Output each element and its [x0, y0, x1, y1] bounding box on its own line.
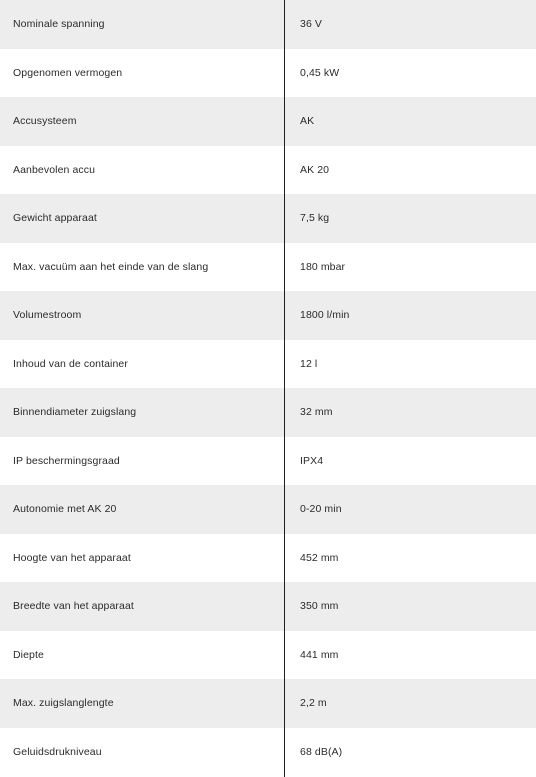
spec-row-weight: [0, 194, 536, 243]
spec-value: 2,2 m: [300, 697, 327, 710]
spec-label: Binnendiameter zuigslang: [13, 406, 137, 419]
spec-row-nominal-voltage: [0, 0, 536, 49]
spec-value: 36 V: [300, 18, 322, 31]
spec-row-power-input: [0, 49, 536, 98]
spec-value: AK 20: [300, 163, 330, 176]
spec-label: Autonomie met AK 20: [13, 503, 117, 516]
column-divider: [284, 0, 285, 777]
spec-value: 452 mm: [300, 551, 339, 564]
spec-row-hose-diameter: [0, 388, 536, 437]
spec-row-depth: [0, 631, 536, 680]
spec-row-max-hose-length: [0, 679, 536, 728]
spec-label: Accusysteem: [13, 115, 77, 128]
spec-row-height: [0, 534, 536, 583]
spec-row-battery-system: [0, 97, 536, 146]
spec-label: Gewicht apparaat: [13, 212, 97, 225]
spec-value: 441 mm: [300, 648, 339, 661]
spec-row-recommended-battery: [0, 146, 536, 195]
spec-label: IP beschermingsgraad: [13, 454, 120, 467]
spec-value: 68 dB(A): [300, 745, 343, 758]
spec-label: Aanbevolen accu: [13, 163, 96, 176]
spec-row-volume-flow: [0, 291, 536, 340]
spec-label: Breedte van het apparaat: [13, 600, 134, 613]
spec-label: Inhoud van de container: [13, 357, 128, 370]
spec-label: Opgenomen vermogen: [13, 66, 123, 79]
spec-label: Diepte: [13, 648, 44, 661]
spec-label: Volumestroom: [13, 309, 82, 322]
spec-value: 32 mm: [300, 406, 333, 419]
spec-row-width: [0, 582, 536, 631]
spec-value: AK: [300, 115, 315, 128]
spec-row-max-vacuum: [0, 243, 536, 292]
spec-value: 0-20 min: [300, 503, 342, 516]
spec-label: Max. vacuüm aan het einde van de slang: [13, 260, 209, 273]
spec-row-container-capacity: [0, 340, 536, 389]
spec-value: 0,45 kW: [300, 66, 340, 79]
spec-value: 7,5 kg: [300, 212, 330, 225]
spec-value: IPX4: [300, 454, 324, 467]
spec-value: 12 l: [300, 357, 318, 370]
spec-row-ip-rating: [0, 437, 536, 486]
spec-value: 350 mm: [300, 600, 339, 613]
spec-label: Max. zuigslanglengte: [13, 697, 114, 710]
spec-row-sound-pressure: [0, 728, 536, 777]
spec-label: Geluidsdrukniveau: [13, 745, 102, 758]
spec-row-runtime: [0, 485, 536, 534]
spec-value: 1800 l/min: [300, 309, 350, 322]
spec-value: 180 mbar: [300, 260, 346, 273]
spec-label: Hoogte van het apparaat: [13, 551, 131, 564]
spec-label: Nominale spanning: [13, 18, 105, 31]
